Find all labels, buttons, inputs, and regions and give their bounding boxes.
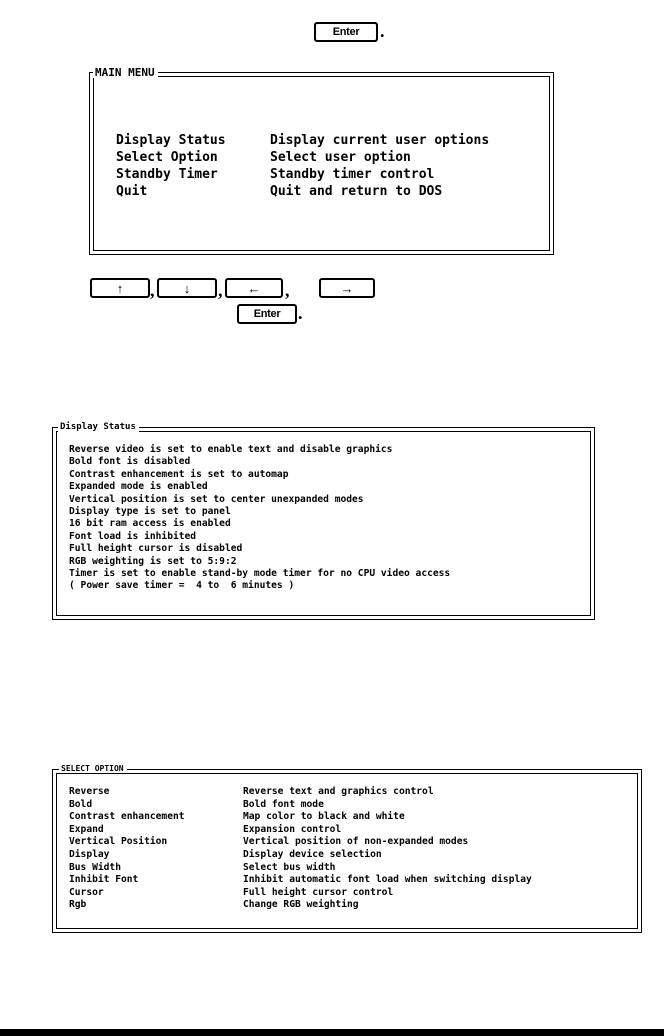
status-line: 16 bit ram access is enabled <box>69 518 231 530</box>
status-line: Font load is inhibited <box>69 530 197 542</box>
select-option-title: SELECT OPTION <box>59 765 127 773</box>
option-description: Change RGB weighting <box>243 899 359 911</box>
display-status-title: Display Status <box>58 423 139 432</box>
option-description: Full height cursor control <box>243 886 394 898</box>
main-menu-window <box>89 66 554 255</box>
option-description: Map color to black and white <box>243 811 405 823</box>
right-arrow-icon: → <box>340 280 354 296</box>
left-arrow-icon: ← <box>247 280 261 296</box>
title-rule <box>152 72 547 77</box>
status-line: Full height cursor is disabled <box>69 543 243 555</box>
menu-option-standby-timer[interactable]: Standby Timer <box>116 167 218 182</box>
title-rule <box>133 769 637 774</box>
comma: , <box>150 280 155 300</box>
up-arrow-key <box>90 278 150 298</box>
up-arrow-icon: ↑ <box>116 280 124 296</box>
display-status-window <box>52 422 595 620</box>
option-description: Reverse text and graphics control <box>243 786 434 797</box>
option-item-contrast-enhancement[interactable]: Contrast enhancement <box>69 811 185 823</box>
option-description: Expansion control <box>243 823 342 835</box>
title-rule <box>130 427 590 432</box>
select-option-window <box>52 764 642 933</box>
option-item-bold[interactable]: Bold <box>69 798 93 810</box>
option-description: Select bus width <box>243 861 336 873</box>
status-line: Contrast enhancement is set to automap <box>69 468 289 480</box>
enter-key <box>314 22 378 42</box>
status-line: Reverse video is set to enable text and disable graphics <box>69 444 393 455</box>
option-item-vertical-position[interactable]: Vertical Position <box>69 836 168 848</box>
left-arrow-key <box>225 278 283 298</box>
period: . <box>380 21 385 41</box>
comma: , <box>218 280 223 300</box>
status-line: RGB weighting is set to 5:9:2 <box>69 555 237 567</box>
option-item-bus-width[interactable]: Bus Width <box>69 861 121 873</box>
main-menu-title: MAIN MENU <box>93 67 158 78</box>
option-item-expand[interactable]: Expand <box>69 823 104 835</box>
option-item-cursor[interactable]: Cursor <box>69 886 104 898</box>
status-line: Expanded mode is enabled <box>69 481 208 493</box>
enter-key-label: Enter <box>332 26 360 38</box>
menu-description: Select user option <box>270 150 411 165</box>
option-description: Vertical position of non-expanded modes <box>243 836 469 848</box>
enter-key-label: Enter <box>253 308 281 320</box>
option-description: Bold font mode <box>243 798 324 810</box>
menu-description: Quit and return to DOS <box>270 184 443 199</box>
option-item-reverse[interactable]: Reverse <box>69 786 110 797</box>
menu-option-select-option[interactable]: Select Option <box>116 150 218 165</box>
option-description: Display device selection <box>243 849 382 860</box>
down-arrow-icon: ↓ <box>183 280 191 296</box>
enter-key <box>237 304 297 324</box>
option-item-inhibit-font[interactable]: Inhibit Font <box>69 874 139 886</box>
option-description: Inhibit automatic font load when switching display <box>243 874 532 886</box>
down-arrow-key <box>157 278 217 298</box>
bottom-bar <box>0 1029 664 1036</box>
menu-description: Standby timer control <box>270 167 435 182</box>
menu-option-quit[interactable]: Quit <box>116 184 148 199</box>
option-item-display[interactable]: Display <box>69 849 110 860</box>
status-line: Vertical position is set to center unexpanded modes <box>69 493 364 505</box>
comma: , <box>285 280 290 300</box>
menu-description: Display current user options <box>270 133 490 148</box>
status-line: ( Power save timer = 4 to 6 minutes ) <box>69 580 295 592</box>
menu-option-display-status[interactable]: Display Status <box>116 133 226 148</box>
option-item-rgb[interactable]: Rgb <box>69 899 87 911</box>
status-line: Bold font is disabled <box>69 456 191 468</box>
status-line: Timer is set to enable stand-by mode timer for no CPU video access <box>69 568 451 579</box>
status-line: Display type is set to panel <box>69 506 231 517</box>
right-arrow-key <box>319 278 375 298</box>
period: . <box>298 303 303 323</box>
